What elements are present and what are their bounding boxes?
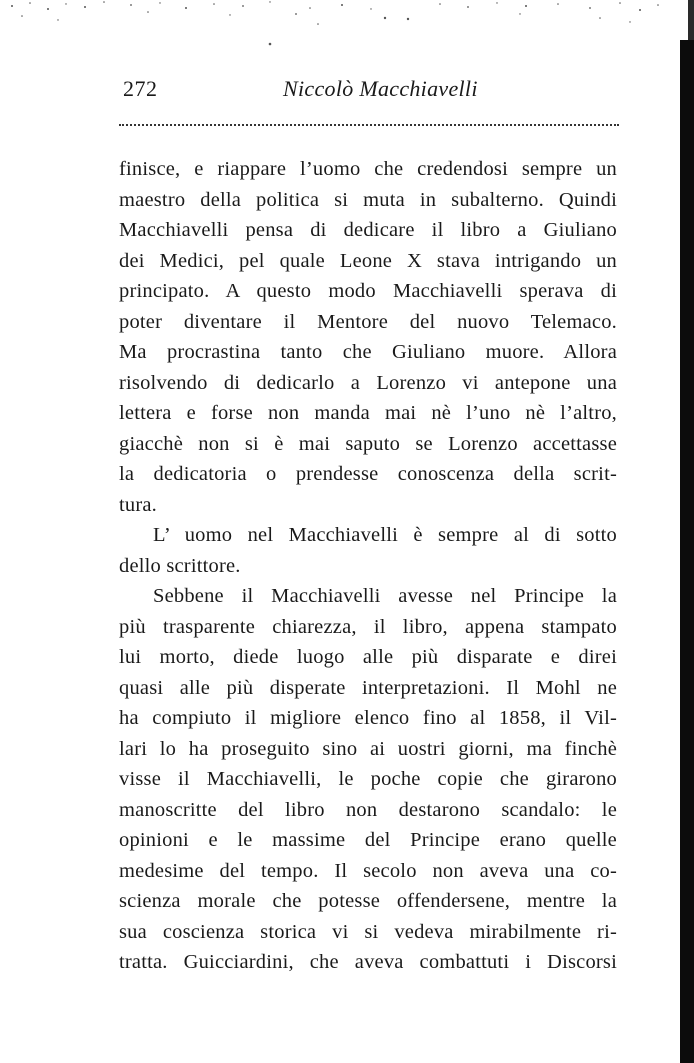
text-line: ha compiuto il migliore elenco fino al 1858, il Vil- bbox=[119, 707, 617, 729]
scan-speckle-noise bbox=[0, 0, 694, 50]
text-line: visse il Macchiavelli, le poche copie che girarono bbox=[119, 768, 617, 790]
text-line: tura. bbox=[119, 493, 157, 516]
text-line: giacchè non si è mai saputo se Lorenzo accettasse bbox=[119, 432, 617, 455]
binding-shadow-top bbox=[688, 0, 694, 40]
header-divider bbox=[119, 124, 619, 126]
text-line: dello scrittore. bbox=[119, 554, 241, 577]
text-line: principato. A questo modo Macchiavelli sperava di bbox=[119, 280, 617, 302]
text-line: più trasparente chiarezza, il libro, appena stampato bbox=[119, 615, 617, 638]
text-line: L’ uomo nel Macchiavelli è sempre al di sotto bbox=[153, 524, 617, 546]
running-head bbox=[0, 74, 694, 108]
running-title: Niccolò Macchiavelli bbox=[283, 76, 478, 101]
text-line: dei Medici, pel quale Leone X stava intrigando un bbox=[119, 249, 617, 272]
page-number: 272 bbox=[123, 76, 158, 101]
text-line: Macchiavelli pensa di dedicare il libro a Giuliano bbox=[119, 219, 617, 241]
binding-edge bbox=[680, 40, 694, 1063]
text-line: lui morto, diede luogo alle più disparate e direi bbox=[119, 646, 617, 668]
text-line: finisce, e riappare l’uomo che credendosi sempre un bbox=[119, 158, 617, 180]
text-line: opinioni e le massime del Principe erano quelle bbox=[119, 829, 617, 851]
text-line: Sebbene il Macchiavelli avesse nel Principe la bbox=[153, 585, 617, 607]
text-line: scienza morale che potesse offendersene, mentre la bbox=[119, 890, 617, 912]
text-line: maestro della politica si muta in subalterno. Quindi bbox=[119, 188, 617, 211]
text-line: manoscritte del libro non destarono scandalo: le bbox=[119, 798, 617, 821]
text-line: tratta. Guicciardini, che aveva combattuti i Discorsi bbox=[119, 951, 617, 973]
text-line: sua coscienza storica vi si vedeva mirabilmente ri- bbox=[119, 920, 617, 943]
text-line: lari lo ha proseguito sino ai uostri giorni, ma finchè bbox=[119, 737, 617, 760]
text-line: poter diventare il Mentore del nuovo Telemaco. bbox=[119, 310, 617, 333]
text-line: medesime del tempo. Il secolo non aveva una co- bbox=[119, 859, 617, 882]
text-line: la dedicatoria o prendesse conoscenza della scrit- bbox=[119, 463, 617, 485]
text-line: lettera e forse non manda mai nè l’uno nè l’altro, bbox=[119, 402, 617, 424]
body-text bbox=[119, 154, 617, 978]
text-line: Ma procrastina tanto che Giuliano muore. Allora bbox=[119, 341, 617, 363]
text-line: quasi alle più disperate interpretazioni. Il Mohl ne bbox=[119, 676, 617, 699]
text-line: risolvendo di dedicarlo a Lorenzo vi antepone una bbox=[119, 371, 617, 394]
